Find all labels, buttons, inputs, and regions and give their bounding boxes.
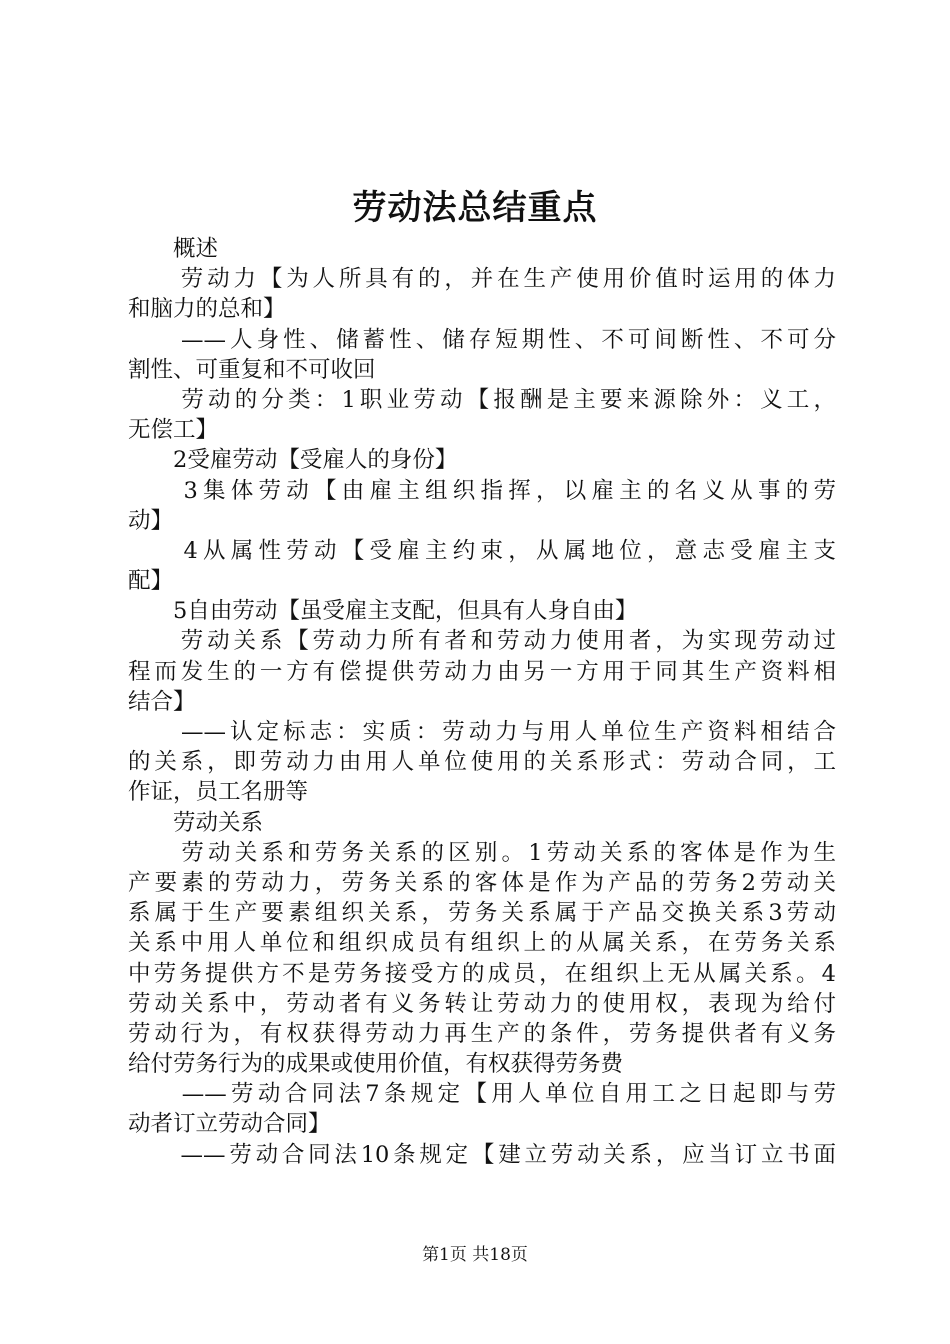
text-line: 劳动力【为人所具有的，并在生产使用价值时运用的体力 <box>128 266 836 293</box>
document-title: 劳动法总结重点 <box>352 188 598 228</box>
text-line: 劳动关系中，劳动者有义务转让劳动力的使用权，表现为给付 <box>128 990 836 1017</box>
text-line: 劳动的分类：1职业劳动【报酬是主要来源除外：义工， <box>128 386 836 413</box>
text-line: 动者订立劳动合同】 <box>128 1111 331 1138</box>
text-line: 系属于生产要素组织关系，劳务关系属于产品交换关系3劳动 <box>128 900 836 927</box>
text-line: ——人身性、储蓄性、储存短期性、不可间断性、不可分 <box>128 326 836 353</box>
text-line: ——劳动合同法7条规定【用人单位自用工之日起即与劳 <box>128 1081 836 1108</box>
text-line: ——劳动合同法10条规定【建立劳动关系，应当订立书面 <box>128 1141 836 1168</box>
text-line: 3集体劳动【由雇主组织指挥，以雇主的名义从事的劳 <box>128 477 836 504</box>
text-line: 劳动关系和劳务关系的区别。1劳动关系的客体是作为生 <box>128 839 836 866</box>
text-line: 程而发生的一方有偿提供劳动力由另一方用于同其生产资料相 <box>128 658 836 685</box>
text-line: 2受雇劳动【受雇人的身份】 <box>128 447 458 474</box>
text-line: 关系中用人单位和组织成员有组织上的从属关系，在劳务关系 <box>128 930 836 957</box>
text-line: 无偿工】 <box>128 417 219 444</box>
text-line: 劳动关系【劳动力所有者和劳动力使用者，为实现劳动过 <box>128 628 836 655</box>
text-line: 劳动行为，有权获得劳动力再生产的条件，劳务提供者有义务 <box>128 1020 836 1047</box>
text-line: 割性、可重复和不可收回 <box>128 356 376 383</box>
text-line: 配】 <box>128 568 174 595</box>
page-footer: 第1页 共18页 <box>422 1245 528 1265</box>
text-line: 劳动关系 <box>128 809 264 836</box>
text-line: 和脑力的总和】 <box>128 296 286 323</box>
text-line: 中劳务提供方不是劳务接受方的成员，在组织上无从属关系。4 <box>128 960 836 987</box>
document-body <box>128 234 836 1170</box>
text-line: 5自由劳动【虽受雇主支配，但具有人身自由】 <box>128 598 638 625</box>
text-line: ——认定标志：实质：劳动力与用人单位生产资料相结合 <box>128 719 836 745</box>
text-line: 动】 <box>128 507 174 534</box>
text-line: 结合】 <box>128 688 196 715</box>
text-line: 的关系，即劳动力由用人单位使用的关系形式：劳动合同，工 <box>128 749 836 776</box>
text-line: 给付劳务行为的成果或使用价值，有权获得劳务费 <box>128 1051 624 1078</box>
text-line: 产要素的劳动力，劳务关系的客体是作为产品的劳务2劳动关 <box>128 869 836 896</box>
text-line: 4从属性劳动【受雇主约束，从属地位，意志受雇主支 <box>128 537 836 564</box>
text-line: 作证，员工名册等 <box>128 779 309 806</box>
text-line: 概述 <box>128 236 219 262</box>
